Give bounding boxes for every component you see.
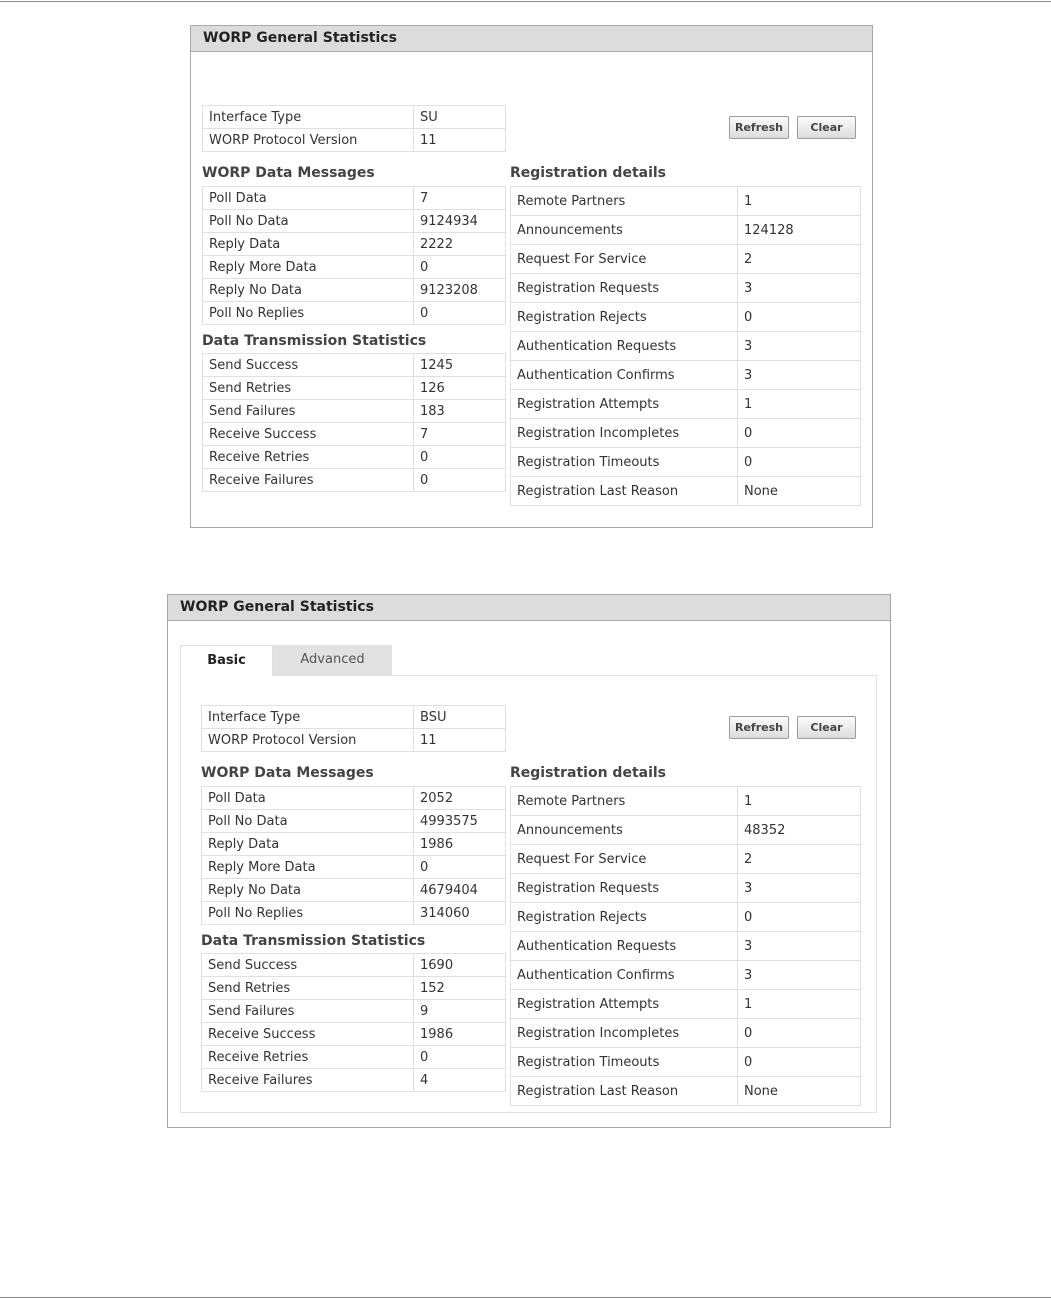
transmission-stats-table — [202, 353, 506, 492]
table-row — [203, 187, 506, 210]
table-row — [511, 903, 861, 932]
interface-type-value: SU — [414, 106, 506, 129]
row-value: 3 — [738, 274, 861, 303]
row-value: 126 — [414, 377, 506, 400]
row-value: 3 — [738, 932, 861, 961]
row-label: Receive Retries — [203, 446, 414, 469]
row-value: 9123208 — [414, 279, 506, 302]
table-row — [511, 932, 861, 961]
table-row — [511, 448, 861, 477]
row-label: Reply Data — [203, 233, 414, 256]
table-row — [203, 256, 506, 279]
row-label: Receive Failures — [202, 1069, 414, 1092]
table-row — [511, 419, 861, 448]
row-value: 0 — [738, 419, 861, 448]
row-label: Announcements — [511, 216, 738, 245]
table-row — [203, 446, 506, 469]
interface-info-table — [201, 705, 506, 752]
data-messages-table — [202, 186, 506, 325]
row-value: 3 — [738, 361, 861, 390]
data-messages-heading: WORP Data Messages — [201, 765, 374, 781]
table-row — [202, 833, 506, 856]
table-row — [203, 377, 506, 400]
panel-title: WORP General Statistics — [168, 595, 890, 621]
table-row — [511, 874, 861, 903]
row-value: None — [738, 1077, 861, 1106]
row-value: 1 — [738, 787, 861, 816]
table-row — [202, 787, 506, 810]
table-row — [511, 477, 861, 506]
row-label: Poll No Data — [202, 810, 414, 833]
row-value: 7 — [414, 187, 506, 210]
row-label: Poll No Replies — [203, 302, 414, 325]
row-value: 1245 — [414, 354, 506, 377]
registration-table — [510, 186, 861, 506]
row-value: 2 — [738, 245, 861, 274]
worp-stats-panel-bsu — [167, 594, 891, 1128]
table-row — [511, 1019, 861, 1048]
row-label: Receive Retries — [202, 1046, 414, 1069]
panel-title: WORP General Statistics — [191, 26, 872, 52]
row-label: Receive Success — [202, 1023, 414, 1046]
row-value: 0 — [414, 256, 506, 279]
transmission-stats-heading: Data Transmission Statistics — [201, 933, 426, 949]
row-value: 3 — [738, 874, 861, 903]
row-value: 1986 — [414, 833, 506, 856]
table-row — [202, 879, 506, 902]
row-label: Remote Partners — [511, 787, 738, 816]
table-row — [203, 129, 506, 152]
registration-table — [510, 786, 861, 1106]
table-row — [511, 990, 861, 1019]
table-row — [202, 902, 506, 925]
row-label: Send Retries — [202, 977, 414, 1000]
row-label: Authentication Requests — [511, 932, 738, 961]
row-value: 152 — [414, 977, 506, 1000]
row-label: Registration Requests — [511, 874, 738, 903]
row-value: 2 — [738, 845, 861, 874]
row-label: Reply No Data — [202, 879, 414, 902]
bottom-page-rule — [0, 1297, 1051, 1298]
row-label: Registration Requests — [511, 274, 738, 303]
clear-button[interactable]: Clear — [797, 116, 856, 139]
row-value: 0 — [414, 302, 506, 325]
row-label: Authentication Confirms — [511, 361, 738, 390]
row-value: 7 — [414, 423, 506, 446]
row-value: 0 — [414, 1046, 506, 1069]
protocol-version-value: 11 — [414, 129, 506, 152]
row-label: Registration Timeouts — [511, 448, 738, 477]
row-value: 1 — [738, 390, 861, 419]
row-label: Poll No Replies — [202, 902, 414, 925]
row-value: 0 — [738, 448, 861, 477]
tab-basic[interactable]: Basic — [180, 645, 273, 676]
row-label: Send Failures — [202, 1000, 414, 1023]
table-row — [203, 423, 506, 446]
row-label: Receive Failures — [203, 469, 414, 492]
row-value: 0 — [738, 303, 861, 332]
table-row — [511, 361, 861, 390]
row-value: 9124934 — [414, 210, 506, 233]
row-value: 0 — [738, 1048, 861, 1077]
row-value: 3 — [738, 961, 861, 990]
table-row — [511, 390, 861, 419]
table-row — [511, 274, 861, 303]
data-messages-heading: WORP Data Messages — [202, 165, 375, 181]
table-row — [511, 245, 861, 274]
table-row — [511, 845, 861, 874]
table-row — [202, 977, 506, 1000]
protocol-version-label: WORP Protocol Version — [202, 729, 414, 752]
row-label: Reply Data — [202, 833, 414, 856]
row-label: Remote Partners — [511, 187, 738, 216]
table-row — [511, 816, 861, 845]
row-label: Reply No Data — [203, 279, 414, 302]
row-value: None — [738, 477, 861, 506]
row-label: Authentication Confirms — [511, 961, 738, 990]
transmission-stats-table — [201, 953, 506, 1092]
table-row — [203, 210, 506, 233]
table-row — [202, 856, 506, 879]
registration-heading: Registration details — [510, 765, 667, 781]
row-label: Reply More Data — [202, 856, 414, 879]
row-value: 2222 — [414, 233, 506, 256]
row-label: Send Success — [202, 954, 414, 977]
protocol-version-value: 11 — [414, 729, 506, 752]
worp-stats-panel-su — [190, 25, 873, 528]
row-value: 4993575 — [414, 810, 506, 833]
row-value: 9 — [414, 1000, 506, 1023]
row-label: Poll Data — [202, 787, 414, 810]
table-row — [511, 332, 861, 361]
row-label: Registration Rejects — [511, 903, 738, 932]
table-row — [511, 787, 861, 816]
table-row — [511, 1077, 861, 1106]
refresh-button[interactable]: Refresh — [729, 716, 789, 739]
row-label: Send Success — [203, 354, 414, 377]
row-label: Poll No Data — [203, 210, 414, 233]
row-value: 1690 — [414, 954, 506, 977]
registration-heading: Registration details — [510, 165, 667, 181]
table-row — [203, 106, 506, 129]
row-label: Registration Rejects — [511, 303, 738, 332]
table-row — [203, 233, 506, 256]
row-value: 314060 — [414, 902, 506, 925]
table-row — [202, 1046, 506, 1069]
row-label: Receive Success — [203, 423, 414, 446]
row-value: 2052 — [414, 787, 506, 810]
row-label: Send Failures — [203, 400, 414, 423]
row-label: Authentication Requests — [511, 332, 738, 361]
row-label: Announcements — [511, 816, 738, 845]
row-label: Poll Data — [203, 187, 414, 210]
row-label: Registration Attempts — [511, 990, 738, 1019]
interface-type-value: BSU — [414, 706, 506, 729]
row-value: 1 — [738, 990, 861, 1019]
row-value: 0 — [414, 446, 506, 469]
table-row — [203, 400, 506, 423]
table-row — [511, 303, 861, 332]
row-label: Reply More Data — [203, 256, 414, 279]
interface-type-label: Interface Type — [203, 106, 414, 129]
table-row — [203, 354, 506, 377]
table-row — [202, 954, 506, 977]
row-value: 3 — [738, 332, 861, 361]
transmission-stats-heading: Data Transmission Statistics — [202, 333, 427, 349]
clear-button[interactable]: Clear — [797, 716, 856, 739]
refresh-button[interactable]: Refresh — [729, 116, 789, 139]
table-row — [511, 187, 861, 216]
row-value: 4679404 — [414, 879, 506, 902]
protocol-version-label: WORP Protocol Version — [203, 129, 414, 152]
interface-info-table — [202, 105, 506, 152]
table-row — [202, 706, 506, 729]
table-row — [202, 1069, 506, 1092]
interface-type-label: Interface Type — [202, 706, 414, 729]
table-row — [511, 961, 861, 990]
table-row — [203, 469, 506, 492]
row-label: Request For Service — [511, 845, 738, 874]
row-value: 4 — [414, 1069, 506, 1092]
row-value: 0 — [738, 1019, 861, 1048]
table-row — [203, 279, 506, 302]
top-page-rule — [0, 1, 1051, 2]
table-row — [511, 216, 861, 245]
row-label: Request For Service — [511, 245, 738, 274]
table-row — [202, 810, 506, 833]
row-value: 0 — [414, 856, 506, 879]
row-label: Send Retries — [203, 377, 414, 400]
row-label: Registration Attempts — [511, 390, 738, 419]
row-label: Registration Last Reason — [511, 477, 738, 506]
table-row — [203, 302, 506, 325]
row-label: Registration Incompletes — [511, 419, 738, 448]
row-value: 183 — [414, 400, 506, 423]
row-value: 1986 — [414, 1023, 506, 1046]
tab-advanced[interactable]: Advanced — [273, 645, 392, 675]
row-value: 0 — [738, 903, 861, 932]
row-value: 0 — [414, 469, 506, 492]
row-value: 124128 — [738, 216, 861, 245]
table-row — [511, 1048, 861, 1077]
row-value: 1 — [738, 187, 861, 216]
data-messages-table — [201, 786, 506, 925]
row-label: Registration Timeouts — [511, 1048, 738, 1077]
table-row — [202, 729, 506, 752]
row-label: Registration Incompletes — [511, 1019, 738, 1048]
table-row — [202, 1023, 506, 1046]
row-label: Registration Last Reason — [511, 1077, 738, 1106]
row-value: 48352 — [738, 816, 861, 845]
table-row — [202, 1000, 506, 1023]
